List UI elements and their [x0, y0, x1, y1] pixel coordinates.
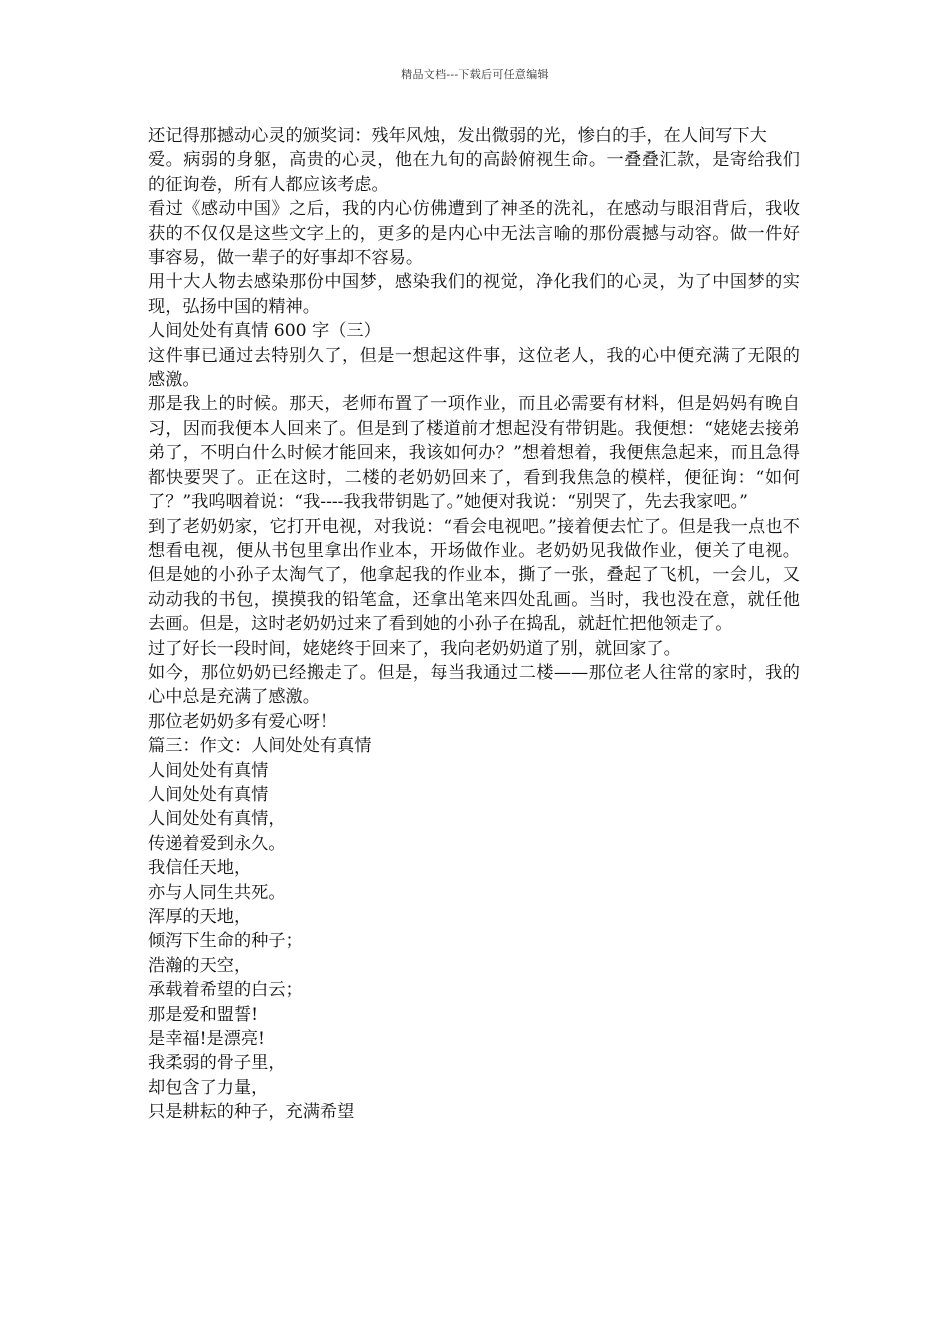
poem-line: 只是耕耘的种子，充满希望 [148, 1102, 355, 1123]
poem-line: 人间处处有真情， [148, 809, 286, 830]
poem-line: 承载着希望的白云； [148, 980, 303, 1001]
paragraph: 到了老奶奶家，它打开电视，对我说：“看会电视吧。”接着便去忙了。但是我一点也不想看电视，便从书包里拿出作业本，开场做作业。老奶奶见我做作业，便关了电视。但是她的小孙子太淘气了，他拿起我的作业本，撕了一张，叠起了飞机，一会儿，又动动我的书包，摸摸我的铅笔盒，还拿出笔来四处乱画。当时，我也没在意，就任他去画。但是，这时老奶奶过来了看到她的小孙子在捣乱，就赶忙把他领走了。 [148, 516, 800, 635]
section-heading: 篇三：作文：人间处处有真情 [148, 736, 372, 757]
poem-line: 是幸福!是漂亮! [148, 1029, 265, 1050]
poem-line: 浑厚的天地， [148, 907, 252, 927]
paragraph: 爱。病弱的身躯，高贵的心灵，他在九旬的高龄俯视生命。一叠叠汇款，是寄给我们的征询卷，所有人都应该考虑。 [148, 150, 800, 195]
poem-line: 倾泻下生命的种子； [148, 931, 303, 952]
poem-title: 人间处处有真情 [148, 760, 269, 781]
paragraph: 用十大人物去感染那份中国梦，感染我们的视觉，净化我们的心灵，为了中国梦的实现，弘扬中国的精神。 [148, 272, 800, 317]
document-body [148, 124, 800, 1125]
poem-line: 浩瀚的天空， [148, 955, 252, 976]
paragraph: 还记得那撼动心灵的颁奖词：残年风烛，发出微弱的光，惨白的手，在人间写下大 [148, 126, 767, 146]
poem-line: 传递着爱到永久。 [148, 833, 286, 854]
paragraph: 过了好长一段时间，姥姥终于回来了，我向老奶奶道了别，就回家了。 [148, 638, 681, 659]
poem-line: 我柔弱的骨子里， [148, 1053, 286, 1074]
paragraph: 那位老奶奶多有爱心呀！ [148, 711, 338, 732]
paragraph: 看过《感动中国》之后，我的内心仿佛遭到了神圣的洗礼，在感动与眼泪背后，我收获的不仅仅是这些文字上的，更多的是内心中无法言喻的那份震撼与动容。做一件好事容易，做一辈子的好事却不容易。 [148, 199, 800, 269]
section-heading: 人间处处有真情 600 字（三） [148, 321, 381, 342]
paragraph: 那是我上的时候。那天，老师布置了一项作业，而且必需要有材料，但是妈妈有晚自习，因而我便本人回来了。但是到了楼道前才想起没有带钥匙。我便想：“姥姥去接弟弟了，不明白什么时候才能回来，我该如何办？”想着想着，我便焦急起来，而且急得都快要哭了。正在这时，二楼的老奶奶回来了，看到我焦急的模样，便征询：“如何了？”我呜咽着说：“我----我我带钥匙了。”她便对我说：“别哭了，先去我家吧。” [148, 394, 800, 513]
paragraph: 如今，那位奶奶已经搬走了。但是，每当我通过二楼——那位老人往常的家时，我的心中总是充满了感激。 [148, 662, 800, 708]
poem-line: 却包含了力量， [148, 1077, 269, 1098]
poem-line: 亦与人同生共死。 [148, 882, 286, 903]
poem-line: 我信任天地， [148, 858, 252, 879]
paragraph: 这件事已通过去特别久了，但是一想起这件事，这位老人，我的心中便充满了无限的感激。 [148, 345, 800, 391]
poem-line: 人间处处有真情 [148, 784, 269, 805]
poem-line: 那是爱和盟誓! [148, 1004, 259, 1025]
page-header: 精品文档---下载后可任意编辑 [401, 68, 549, 81]
